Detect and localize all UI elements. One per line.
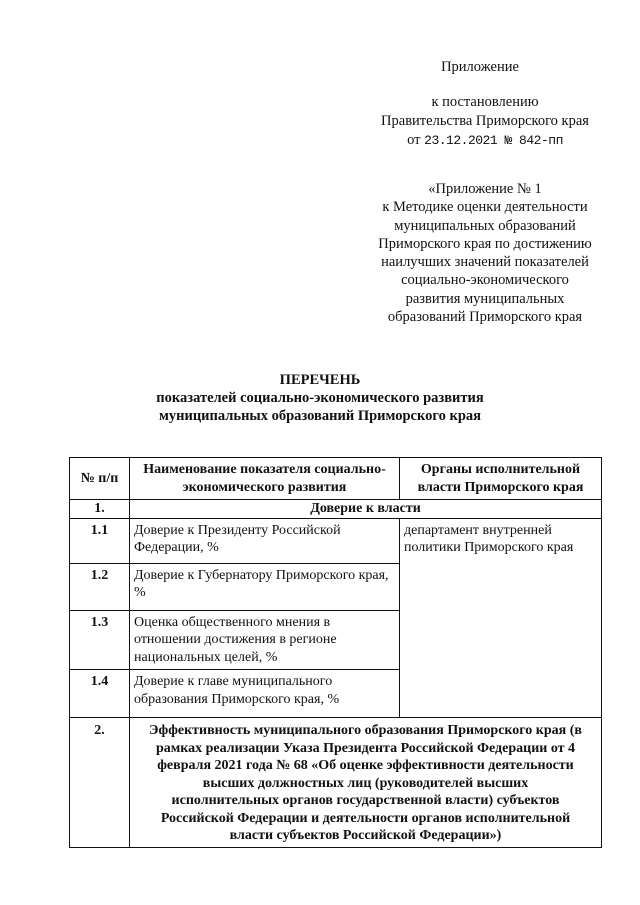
sub-appendix-line: социально-экономического [401,272,569,289]
row-org: департамент внутренней политики Приморского края [400,518,602,718]
row-num: 1.3 [70,610,130,670]
section-row [70,500,602,519]
row-num: 1.1 [70,518,130,563]
sub-appendix [350,180,620,326]
header-org: Органы исполнительной власти Приморского края [400,458,602,500]
section-title: Эффективность муниципального образования Приморского края (в рамках реализации Указа Президента Российской Федерации от 4 февраля 2021 года № 68 «Об оценке эффективности деятельности высших должностных лиц (руководителей высших исполнительных органов государственной власти) субъектов Российской Федерации и деятельности органов исполнительной власти субъектов Российской Федерации») [130,718,602,848]
decree-date-number [350,131,620,150]
header-name: Наименование показателя социально-экономического развития [130,458,400,500]
sub-appendix-line: «Приложение № 1 [428,181,542,197]
sub-appendix-line: развития муниципальных [405,290,565,307]
row-name: Оценка общественного мнения в отношении достижения в регионе национальных целей, % [130,610,400,670]
table-row [70,518,602,563]
appendix-title: Приложение [441,59,519,75]
decree-from-label: от [407,132,421,148]
header-num: № п/п [70,458,130,500]
title-line-1: показателей социально-экономического развития [156,390,484,406]
decree-government: Правительства Приморского края [381,113,589,129]
indicators-table [69,457,602,848]
table-header-row [70,458,602,500]
document-title [120,371,520,425]
section-row [70,718,602,848]
title-heading: ПЕРЕЧЕНЬ [279,372,361,388]
sub-appendix-line: образований Приморского края [387,309,583,326]
row-name: Доверие к Президенту Российской Федерации, % [130,518,400,563]
section-title: Доверие к власти [130,500,602,519]
title-line-2: муниципальных образований Приморского края [158,408,481,424]
section-num: 2. [70,718,130,848]
decree-to-label: к постановлению [431,94,539,110]
sub-appendix-line: наилучших значений показателей [381,254,589,271]
sub-appendix-line: Приморского края по достижению [378,235,592,252]
decree-reference [350,93,620,150]
row-num: 1.4 [70,670,130,718]
row-name: Доверие к Губернатору Приморского края, % [130,563,400,610]
decree-date: 23.12.2021 № 842-пп [424,133,563,148]
section-num: 1. [70,500,130,519]
row-name: Доверие к главе муниципального образования Приморского края, % [130,670,400,718]
row-num: 1.2 [70,563,130,610]
sub-appendix-line: к Методике оценки деятельности [382,199,588,216]
sub-appendix-line: муниципальных образований [394,217,576,234]
appendix-header [400,58,560,77]
